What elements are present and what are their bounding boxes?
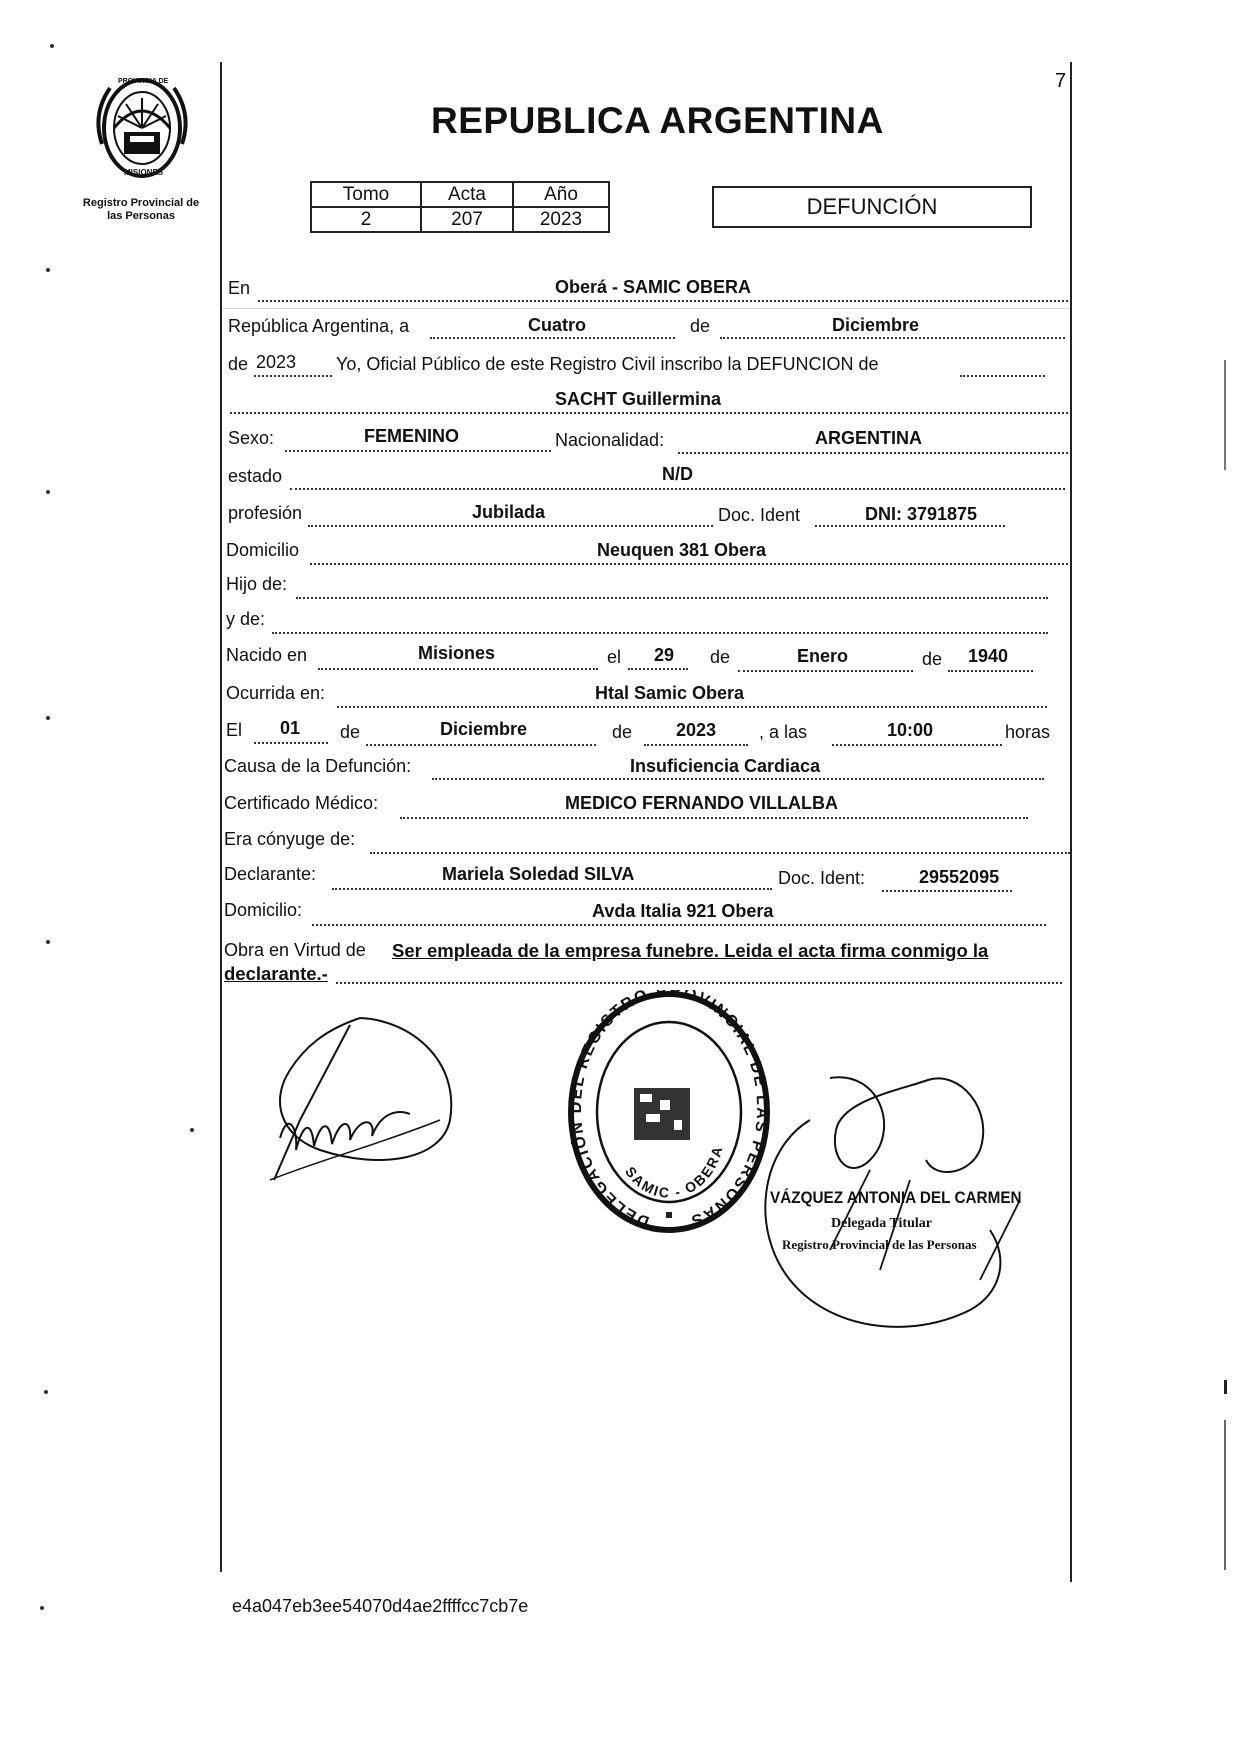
label-republica: República Argentina, a (228, 316, 410, 336)
value-nombre: SACHT Guillermina (555, 389, 722, 409)
label-nacido-en: Nacido en (226, 645, 308, 665)
label-estado: estado (228, 466, 283, 486)
page-title: REPUBLICA ARGENTINA (431, 100, 884, 141)
dotted-line (308, 525, 713, 527)
dotted-line (430, 337, 675, 339)
scan-speck (50, 44, 54, 48)
scan-edge-mark (1224, 1380, 1227, 1394)
scan-speck (46, 940, 50, 944)
dotted-line (230, 412, 1068, 414)
dotted-line (312, 924, 1046, 926)
label-de: de (710, 647, 731, 667)
value-lugar: Oberá - SAMIC OBERA (555, 277, 752, 297)
label-conyuge: Era cónyuge de: (224, 829, 356, 849)
value-nacido-mes: Enero (797, 646, 849, 666)
value-obra-line1: Ser empleada de la empresa funebre. Leida el acta firma conmigo la (392, 940, 989, 961)
dotted-line (258, 300, 1068, 302)
emblem-bottom-text: MISIONES (124, 168, 164, 177)
value-obra-line2: declarante.- (224, 963, 328, 984)
scan-speck (46, 716, 50, 720)
right-border (1070, 62, 1072, 1582)
province-emblem (92, 74, 192, 184)
value-declarante-domicilio: Avda Italia 921 Obera (592, 901, 774, 921)
label-sexo: Sexo: (228, 428, 275, 448)
dotted-line (738, 670, 913, 672)
header-acta: Acta (421, 182, 513, 207)
scan-speck (44, 1390, 48, 1394)
label-inscribo: Yo, Oficial Público de este Registro Civil inscribo la DEFUNCION de (336, 354, 879, 374)
dotted-line (644, 744, 748, 746)
label-causa: Causa de la Defunción: (224, 756, 412, 776)
scan-edge-mark (1224, 360, 1226, 470)
record-table-header (311, 182, 609, 207)
label-de: de (340, 722, 361, 742)
label-a-las: , a las (759, 722, 808, 742)
value-anio: 2023 (256, 352, 297, 372)
value-certificado: MEDICO FERNANDO VILLALBA (565, 793, 838, 813)
record-table (310, 181, 610, 233)
dotted-line (332, 888, 772, 890)
record-type-box: DEFUNCIÓN (712, 186, 1032, 228)
dotted-line (815, 525, 1005, 527)
value-domicilio: Neuquen 381 Obera (597, 540, 767, 560)
dotted-line (882, 890, 1012, 892)
value-acta: 207 (421, 207, 513, 232)
label-hijo-de: Hijo de: (226, 574, 288, 594)
document-hash: e4a047eb3ee54070d4ae2ffffcc7cb7e (232, 1596, 529, 1616)
registry-label-line2: las Personas (107, 210, 175, 222)
dotted-line (290, 488, 1065, 490)
scan-speck (46, 268, 50, 272)
value-nacionalidad: ARGENTINA (815, 428, 922, 448)
dotted-line (832, 744, 1002, 746)
registry-label (60, 197, 222, 223)
value-sexo: FEMENINO (364, 426, 460, 446)
dotted-line (948, 670, 1033, 672)
label-declarante: Declarante: (224, 864, 317, 884)
header-tomo: Tomo (311, 182, 421, 207)
label-en: En (228, 278, 251, 298)
dotted-line (254, 375, 332, 377)
label-doc-ident-declarante: Doc. Ident: (778, 868, 866, 888)
dotted-line (285, 450, 551, 452)
value-def-hora: 10:00 (887, 720, 934, 740)
emblem-top-text: PROVINCIA DE (118, 78, 169, 85)
value-anio: 2023 (513, 207, 609, 232)
value-def-dia: 01 (280, 718, 301, 738)
label-de: de (922, 649, 943, 669)
scan-speck (190, 1128, 194, 1132)
scan-speck (46, 490, 50, 494)
value-causa: Insuficiencia Cardiaca (630, 756, 821, 776)
dotted-line (628, 668, 688, 670)
label-doc-ident: Doc. Ident (718, 505, 801, 525)
label-el: el (607, 647, 622, 667)
value-profesion: Jubilada (472, 502, 546, 522)
row-separator (222, 308, 1070, 309)
label-certificado: Certificado Médico: (224, 793, 379, 813)
left-border (220, 62, 222, 1572)
declarant-signature (260, 1010, 470, 1190)
dotted-line (272, 632, 1048, 634)
dotted-line (432, 778, 1044, 780)
label-y-de: y de: (226, 609, 266, 629)
registry-seal (566, 990, 772, 1240)
dotted-line (318, 668, 598, 670)
value-mes: Diciembre (832, 315, 920, 335)
label-profesion: profesión (228, 503, 303, 523)
dotted-line (254, 742, 328, 744)
official-stamp-name: VÁZQUEZ ANTONIA DEL CARMEN (770, 1188, 1022, 1207)
value-ocurrida: Htal Samic Obera (595, 683, 745, 703)
dotted-line (366, 744, 596, 746)
scan-speck (40, 1606, 44, 1610)
value-nacido-anio: 1940 (968, 646, 1009, 666)
value-nacido-dia: 29 (654, 645, 675, 665)
value-nacido-lugar: Misiones (418, 643, 496, 663)
label-domicilio: Domicilio (226, 540, 300, 560)
dotted-line (678, 452, 1068, 454)
value-dia-letras: Cuatro (528, 315, 586, 335)
page-number: 7 (1055, 70, 1067, 92)
value-documento: DNI: 3791875 (865, 504, 978, 524)
value-declarante-doc: 29552095 (919, 867, 1000, 887)
value-def-anio: 2023 (676, 720, 717, 740)
seal-outer-text: DELEGACIÓN DEL REGISTRO PROVINCIAL DE LAS PERSONAS (567, 990, 771, 1230)
label-ocurrida: Ocurrida en: (226, 683, 326, 703)
value-tomo: 2 (311, 207, 421, 232)
dotted-line (337, 706, 1047, 708)
dotted-line (400, 817, 1028, 819)
header-anio: Año (513, 182, 609, 207)
dotted-line (960, 375, 1045, 377)
record-table-values (311, 207, 609, 232)
scan-edge-mark (1224, 1420, 1226, 1570)
value-declarante: Mariela Soledad SILVA (442, 864, 635, 884)
label-horas: horas (1005, 722, 1051, 742)
label-obra: Obra en Virtud de (224, 940, 366, 960)
dotted-line (370, 852, 1070, 854)
value-estado: N/D (662, 464, 693, 484)
seal-inner-text: SAMIC - OBERA (622, 1143, 726, 1201)
label-nacionalidad: Nacionalidad: (555, 430, 665, 450)
label-el-fecha: El (226, 720, 243, 740)
value-def-mes: Diciembre (440, 719, 528, 739)
label-de: de (612, 722, 633, 742)
dotted-line (720, 337, 1065, 339)
label-domicilio-declarante: Domicilio: (224, 900, 303, 920)
official-stamp-title: Delegada Titular (831, 1216, 932, 1231)
label-de: de (690, 316, 711, 336)
dotted-line (296, 597, 1048, 599)
registry-label-line1: Registro Provincial de (82, 197, 200, 209)
official-stamp-office: Registro Provincial de las Personas (782, 1237, 977, 1252)
label-de-anio: de (228, 354, 249, 374)
dotted-line (336, 982, 1062, 984)
dotted-line (310, 563, 1068, 565)
